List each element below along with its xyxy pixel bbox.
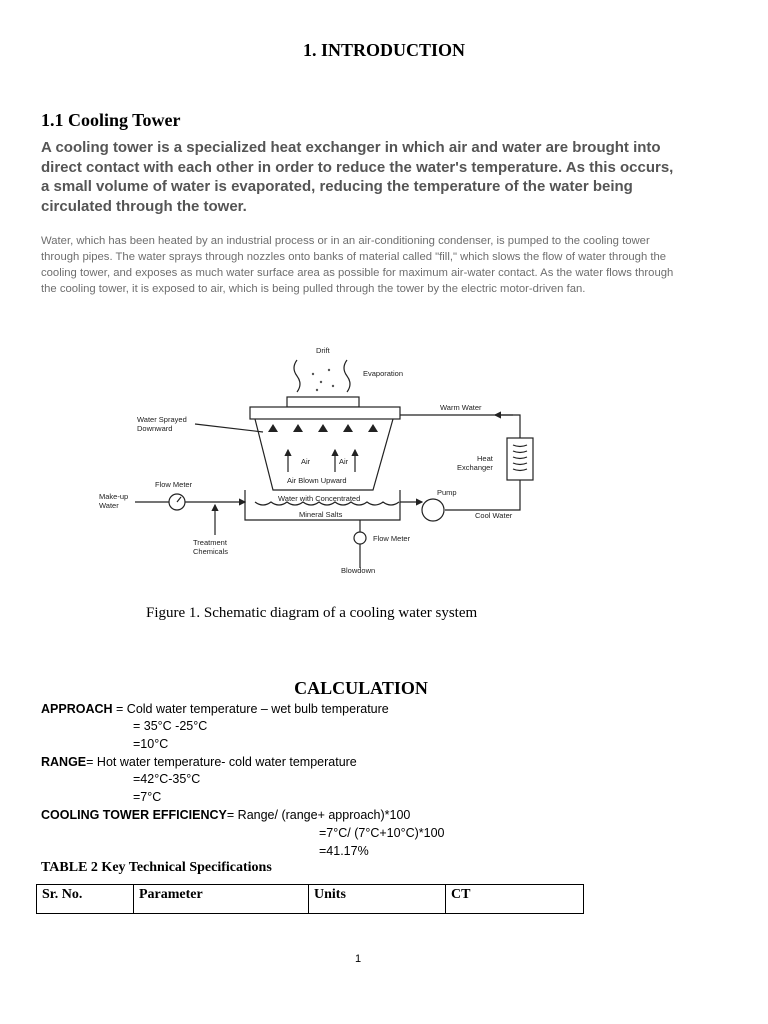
label-air: Air <box>301 457 311 466</box>
range-step: =42°C-35°C <box>133 772 201 786</box>
label-exchanger: Exchanger <box>457 463 493 472</box>
calculation-title: CALCULATION <box>294 678 428 698</box>
table-title: TABLE 2 Key Technical Specifications <box>41 860 272 875</box>
col-ct: CT <box>446 885 584 914</box>
col-parameter: Parameter <box>134 885 309 914</box>
evaporation-wave <box>344 360 350 392</box>
evaporation-wave <box>294 360 300 392</box>
efficiency-formula: = Range/ (range+ approach)*100 <box>226 808 411 822</box>
label-heat: Heat <box>477 454 493 463</box>
label-downward: Downward <box>137 424 173 433</box>
label-makeup: Make-up <box>99 492 129 501</box>
pump <box>422 499 444 521</box>
efficiency-step: =7°C/ (7°C+10°C)*100 <box>319 826 445 840</box>
range-label: RANGE <box>41 755 87 769</box>
page-number: 1 <box>354 953 362 965</box>
figure-caption: Figure 1. Schematic diagram of a cooling water system <box>146 605 478 621</box>
approach-label: APPROACH <box>41 702 113 716</box>
label-treatment: Treatment <box>193 538 227 547</box>
label-air-blown: Air Blown Upward <box>287 476 347 485</box>
col-units: Units <box>309 885 446 914</box>
label-flow-meter: Flow Meter <box>155 480 193 489</box>
body-paragraph: Water, which has been heated by an industrial process or in an air-conditioning condenser, is pumped to the cooling tower through pipes. The water sprays through nozzles onto banks of material called "fill," which slows the flow of water through the cooling tower, and exposes as much water surface area as possible for maximum air-water contact. As the water flows through the cooling tower, it is exposed to air, which is being pulled through the tower by the electric motor-driven fan. <box>41 235 674 295</box>
label-water-sprayed: Water Sprayed <box>137 415 187 424</box>
approach-result: =10°C <box>133 737 169 751</box>
table-header-row <box>37 885 584 914</box>
label-pump: Pump <box>437 488 457 497</box>
section-title: 1.1 Cooling Tower <box>41 110 181 130</box>
range-line <box>41 754 357 771</box>
range-formula: = Hot water temperature- cold water temperature <box>86 755 357 769</box>
page-heading: 1. INTRODUCTION <box>302 40 466 60</box>
label-warm-water: Warm Water <box>440 403 482 412</box>
cooling-system-diagram <box>95 340 565 580</box>
range-result: =7°C <box>133 790 162 804</box>
label-makeup-water: Water <box>99 501 119 510</box>
label-drift: Drift <box>316 346 330 355</box>
label-chemicals: Chemicals <box>193 547 229 556</box>
efficiency-line <box>41 807 410 824</box>
approach-step: = 35°C -25°C <box>133 719 208 733</box>
label-air: Air <box>339 457 349 466</box>
spec-table <box>36 884 584 914</box>
label-evaporation: Evaporation <box>363 369 404 378</box>
warm-water-pipe <box>400 415 520 438</box>
label-blowdown: Blowdown <box>341 566 376 575</box>
label-mineral-salts: Mineral Salts <box>299 510 343 519</box>
flow-meter-icon <box>354 532 366 544</box>
label-concentrated: Water with Concentrated <box>278 494 361 503</box>
approach-line <box>41 701 389 718</box>
efficiency-label: COOLING TOWER EFFICIENCY <box>41 808 227 822</box>
label-cool-water: Cool Water <box>475 511 513 520</box>
fan-stack <box>287 397 359 407</box>
label-flow-meter-bottom: Flow Meter <box>373 534 411 543</box>
efficiency-result: =41.17% <box>319 844 369 858</box>
approach-formula: = Cold water temperature – wet bulb temperature <box>112 702 389 716</box>
lead-paragraph: A cooling tower is a specialized heat exchanger in which air and water are brought into direct contact with each other in order to reduce the water's temperature. As this occurs, a small volume of water is evaporated, reducing the temperature of the water being circulated through the tower. <box>41 139 674 215</box>
tower-deck <box>250 407 400 419</box>
col-sr-no: Sr. No. <box>37 885 134 914</box>
